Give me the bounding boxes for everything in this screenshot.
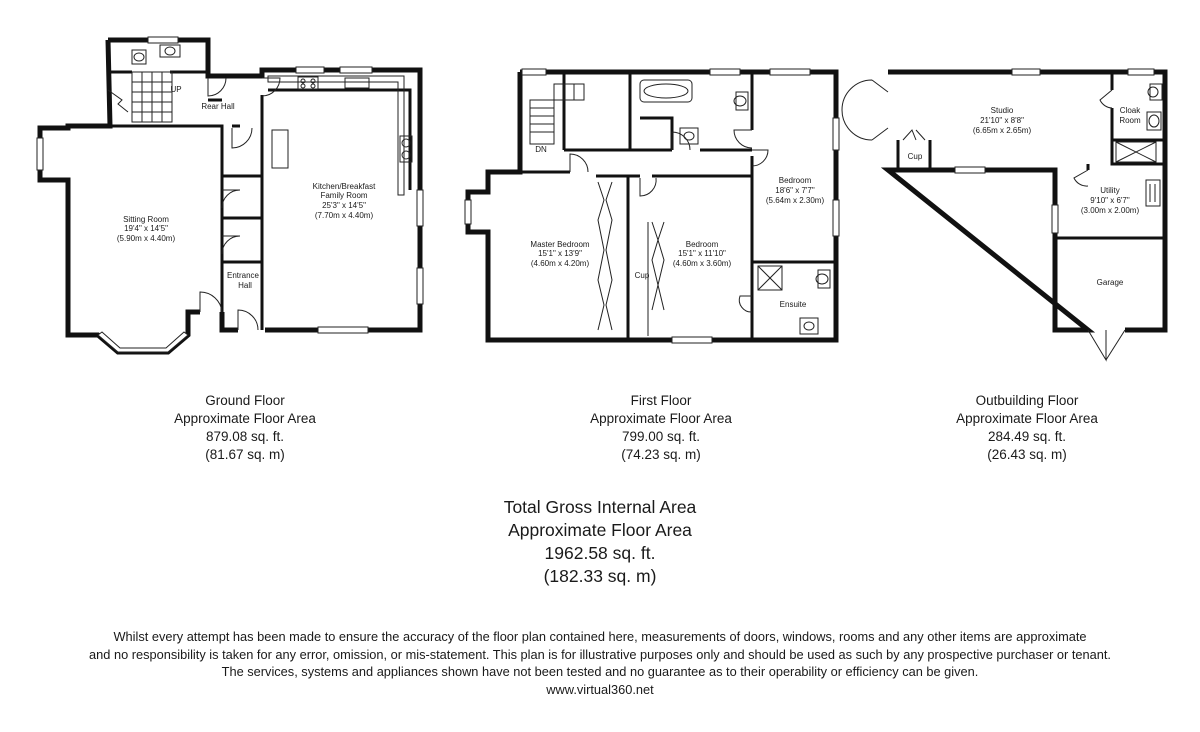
website-link[interactable]: www.virtual360.net	[546, 681, 654, 697]
ensuite-label: Ensuite	[779, 300, 807, 309]
kitchen-name-line1: Kitchen/Breakfast	[312, 182, 376, 191]
master-bedroom-name: Master Bedroom	[530, 240, 590, 249]
ground-stairs	[132, 72, 172, 122]
bedroom2-metric: (4.60m x 3.60m)	[672, 259, 732, 268]
bedroom3-metric: (5.64m x 2.30m)	[765, 196, 825, 205]
first-floor-sqm: (74.23 sq. m)	[621, 447, 701, 462]
ground-floor-title: Ground Floor	[205, 393, 285, 408]
disclaimer-line-3: The services, systems and appliances shown have not been tested and no guarantee as to their operability or efficiency can be given.	[221, 664, 979, 679]
first-floor-area-label: Approximate Floor Area	[590, 411, 732, 426]
kitchen-metric: (7.70m x 4.40m)	[314, 211, 374, 220]
up-label: UP	[170, 85, 182, 94]
garage-label: Garage	[1096, 278, 1124, 287]
cloak-line2: Room	[1119, 116, 1141, 125]
ground-floor-plan	[37, 37, 423, 352]
disclaimer-line-2: and no responsibility is taken for any error, omission, or mis-statement. This plan is for illustrative purposes only and should be used as such by any prospective purchaser or tenant.	[89, 646, 1111, 662]
bedroom2-imperial: 15'1" x 11'10"	[678, 249, 726, 258]
ground-floor-sqft: 879.08 sq. ft.	[205, 429, 285, 444]
cup-label: Cup	[634, 271, 650, 280]
ground-floor-caption	[140, 392, 350, 464]
total-area-sqft: 1962.58 sq. ft.	[544, 543, 656, 563]
outbuilding-floor-caption	[922, 392, 1132, 464]
sitting-room-imperial: 19'4" x 14'5"	[124, 224, 168, 233]
outbuilding-plan	[842, 69, 1165, 360]
sitting-room-metric: (5.90m x 4.40m)	[116, 234, 176, 243]
ground-wc-fixtures	[132, 45, 180, 64]
first-floor-sqft: 799.00 sq. ft.	[621, 429, 701, 444]
bedroom3-name: Bedroom	[778, 176, 812, 185]
outbuilding-floor-title: Outbuilding Floor	[975, 393, 1079, 408]
total-area-sqm: (182.33 sq. m)	[543, 566, 657, 586]
disclaimer-line-1: Whilst every attempt has been made to ensure the accuracy of the floor plan contained here, measurements of doors, windows, rooms and any other items are approximate	[113, 629, 1087, 644]
entrance-hall-line2: Hall	[238, 281, 252, 290]
disclaimer	[20, 628, 1180, 698]
ground-floor-sqm: (81.67 sq. m)	[205, 447, 285, 462]
master-bedroom-imperial: 15'1" x 13'9"	[538, 249, 582, 258]
first-floor-caption	[556, 392, 766, 464]
total-area	[400, 496, 800, 588]
rear-hall-label: Rear Hall	[201, 102, 235, 111]
utility-name: Utility	[1100, 186, 1120, 195]
studio-metric: (6.65m x 2.65m)	[972, 126, 1032, 135]
kitchen-imperial: 25'3" x 14'5"	[322, 201, 366, 210]
outbuilding-floor-sqm: (26.43 sq. m)	[987, 447, 1067, 462]
total-area-title: Total Gross Internal Area	[503, 497, 697, 517]
utility-metric: (3.00m x 2.00m)	[1080, 206, 1140, 215]
first-floor-title: First Floor	[630, 393, 692, 408]
kitchen-units	[268, 76, 412, 195]
bedroom3-imperial: 18'6" x 7'7"	[775, 186, 815, 195]
master-bedroom-metric: (4.60m x 4.20m)	[530, 259, 590, 268]
ground-doors	[108, 78, 280, 330]
outbuilding-floor-sqft: 284.49 sq. ft.	[987, 429, 1067, 444]
utility-imperial: 9'10" x 6'7"	[1090, 196, 1130, 205]
entrance-hall-line1: Entrance	[226, 271, 260, 280]
outbuilding-cup-label: Cup	[907, 152, 923, 161]
outbuilding-floor-area-label: Approximate Floor Area	[956, 411, 1098, 426]
sitting-room-name: Sitting Room	[123, 215, 169, 224]
ground-floor-area-label: Approximate Floor Area	[174, 411, 316, 426]
wardrobes	[598, 182, 664, 336]
kitchen-name-line2: Family Room	[320, 191, 368, 200]
first-floor-plan	[465, 69, 839, 343]
studio-name: Studio	[990, 106, 1014, 115]
bedroom2-name: Bedroom	[685, 240, 719, 249]
cloak-line1: Cloak	[1119, 106, 1141, 115]
total-area-label: Approximate Floor Area	[508, 520, 692, 540]
outbuilding-fixtures	[1116, 84, 1162, 206]
first-doors	[570, 130, 768, 312]
first-stairs	[530, 84, 584, 144]
studio-imperial: 21'10" x 8'8"	[980, 116, 1024, 125]
dn-label: DN	[535, 145, 547, 154]
